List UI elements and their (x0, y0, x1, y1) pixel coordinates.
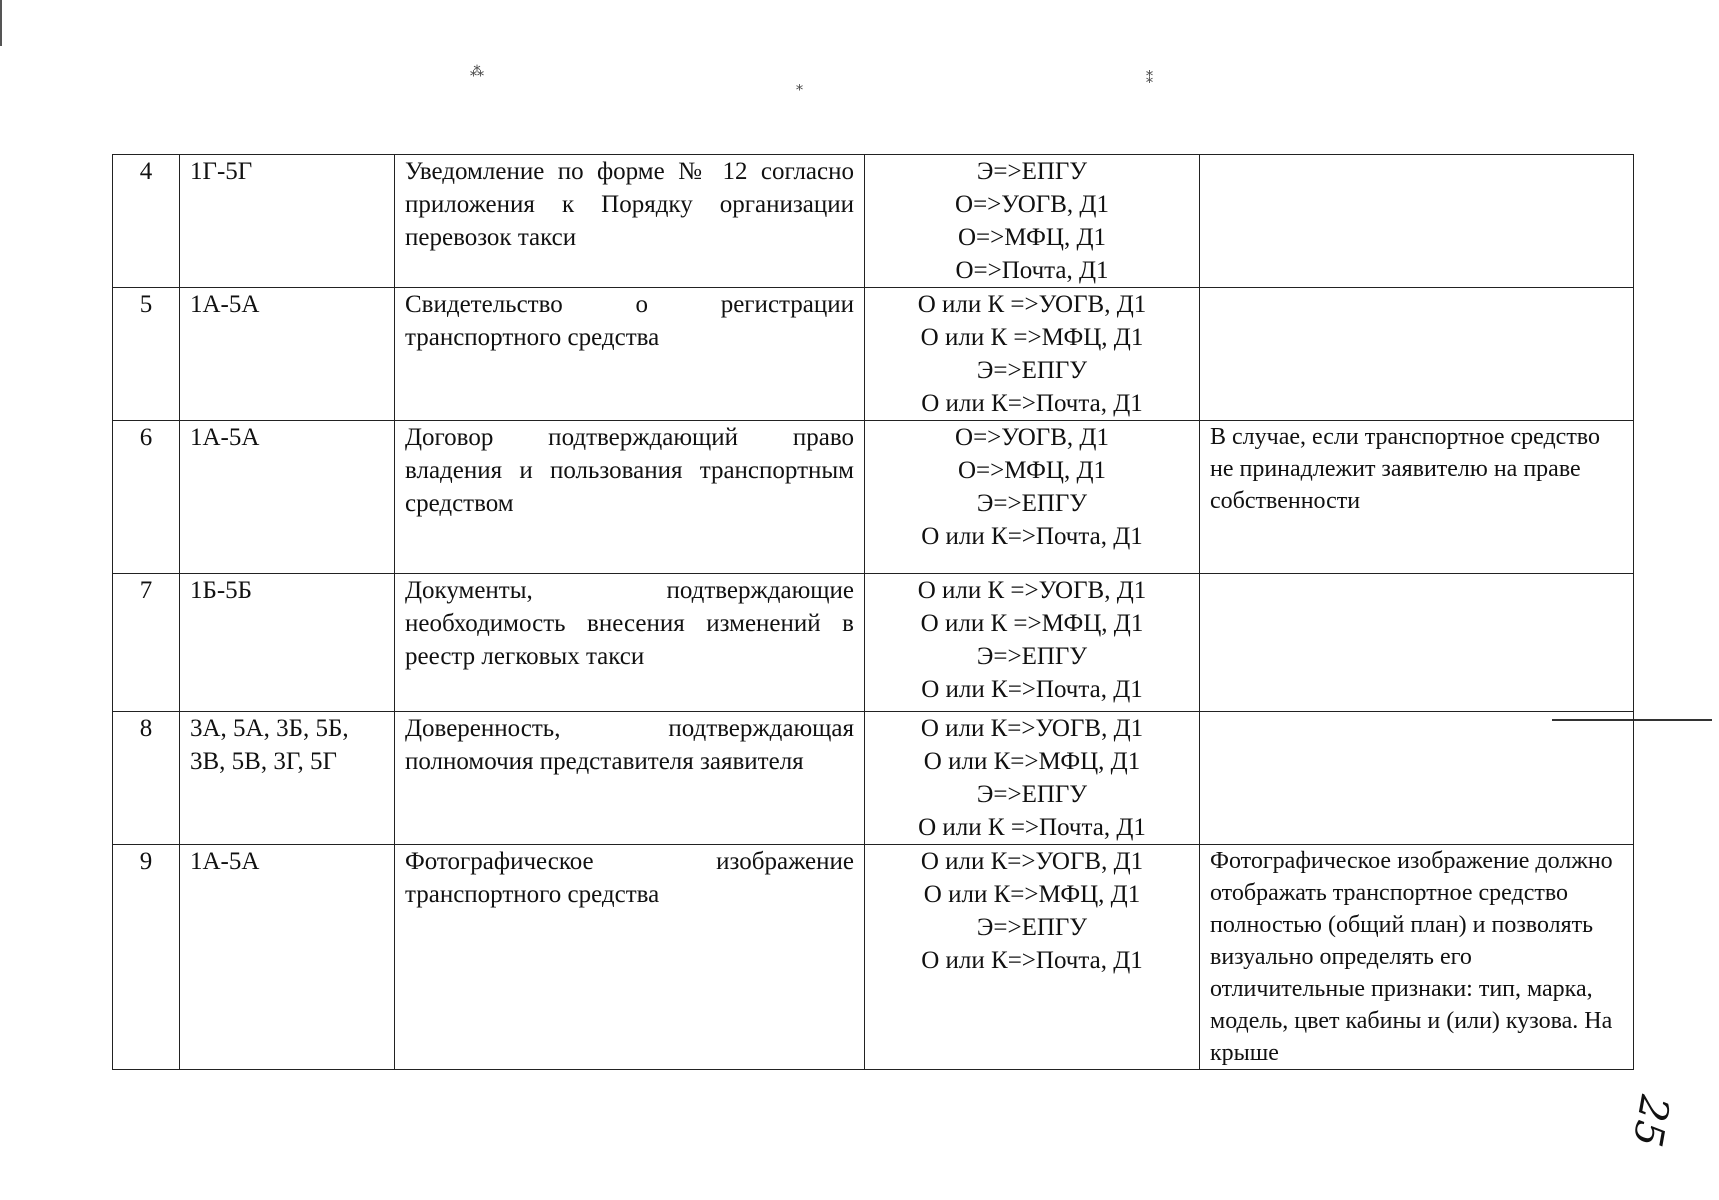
method-line: О или К =>МФЦ, Д1 (920, 324, 1144, 351)
applicant-code: 1Б-5Б (180, 574, 395, 712)
method-line: О=>МФЦ, Д1 (957, 224, 1106, 251)
method-line: О или К =>Почта, Д1 (918, 814, 1146, 841)
scan-speck: ⁎ (796, 79, 803, 94)
document-name: Свидетельство о регистрации транспортного средства (395, 288, 865, 421)
table-row (113, 421, 1634, 574)
method-line: О=>Почта, Д1 (955, 257, 1109, 284)
method-line: О или К=>УОГВ, Д1 (920, 715, 1144, 742)
note (1200, 574, 1634, 712)
row-number: 8 (113, 712, 180, 845)
row-number: 5 (113, 288, 180, 421)
method-line: О=>МФЦ, Д1 (957, 457, 1106, 484)
method-line: О или К =>МФЦ, Д1 (920, 610, 1144, 637)
scan-speck: ⁑ (1146, 72, 1153, 87)
table-row (113, 845, 1634, 1070)
method-line: Э=>ЕПГУ (976, 914, 1088, 941)
note (1200, 288, 1634, 421)
document-name: Фотографическое изображение транспортного средства (395, 845, 865, 1070)
document-name: Доверенность, подтверждающая полномочия представителя заявителя (395, 712, 865, 845)
document-name: Уведомление по форме № 12 согласно приложения к Порядку организации перевозок такси (395, 155, 865, 288)
method-line: О=>УОГВ, Д1 (955, 424, 1109, 451)
submission-methods (865, 288, 1200, 421)
method-line: О или К=>Почта, Д1 (921, 390, 1143, 417)
applicant-code: 1Г-5Г (180, 155, 395, 288)
table-row (113, 155, 1634, 288)
table-row (113, 712, 1634, 845)
table-row (113, 574, 1634, 712)
applicant-code: 1А-5А (180, 421, 395, 574)
method-line: Э=>ЕПГУ (976, 643, 1088, 670)
note (1200, 712, 1634, 845)
note (1200, 155, 1634, 288)
note: В случае, если транспортное средство не принадлежит заявителю на праве собственности (1200, 421, 1634, 574)
row-number: 4 (113, 155, 180, 288)
method-line: Э=>ЕПГУ (976, 781, 1088, 808)
method-line: О или К=>Почта, Д1 (921, 523, 1143, 550)
applicant-code: 1А-5А (180, 288, 395, 421)
method-line: О=>УОГВ, Д1 (955, 191, 1109, 218)
row-number: 7 (113, 574, 180, 712)
method-line: Э=>ЕПГУ (976, 158, 1088, 185)
method-line: О или К=>Почта, Д1 (921, 947, 1143, 974)
submission-methods (865, 574, 1200, 712)
page-number: 25 (1623, 1091, 1678, 1151)
method-line: О или К=>МФЦ, Д1 (923, 748, 1141, 775)
submission-methods (865, 421, 1200, 574)
document-name: Договор подтверждающий право владения и пользования транспортным средством (395, 421, 865, 574)
method-line: Э=>ЕПГУ (976, 357, 1088, 384)
scan-speck: ⁂ (470, 65, 484, 80)
document-name: Документы, подтверждающие необходимость внесения изменений в реестр легковых такси (395, 574, 865, 712)
page-edge (0, 0, 2, 46)
method-line: О или К =>УОГВ, Д1 (917, 291, 1147, 318)
method-line: О или К=>МФЦ, Д1 (923, 881, 1141, 908)
row-number: 9 (113, 845, 180, 1070)
method-line: О или К =>УОГВ, Д1 (917, 577, 1147, 604)
applicant-code: 1А-5А (180, 845, 395, 1070)
row-number: 6 (113, 421, 180, 574)
table-row (113, 288, 1634, 421)
submission-methods (865, 845, 1200, 1070)
method-line: О или К=>Почта, Д1 (921, 676, 1143, 703)
method-line: Э=>ЕПГУ (976, 490, 1088, 517)
submission-methods (865, 712, 1200, 845)
method-line: О или К=>УОГВ, Д1 (920, 848, 1144, 875)
applicant-code: 3А, 5А, 3Б, 5Б, 3В, 5В, 3Г, 5Г (180, 712, 395, 845)
submission-methods (865, 155, 1200, 288)
documents-table (112, 154, 1634, 1070)
note: Фотографическое изображение должно отображать транспортное средство полностью (общий план) и позволять визуально определять его отличительные признаки: тип, марка, модель, цвет кабины и (или) кузова. На крыше (1200, 845, 1634, 1070)
